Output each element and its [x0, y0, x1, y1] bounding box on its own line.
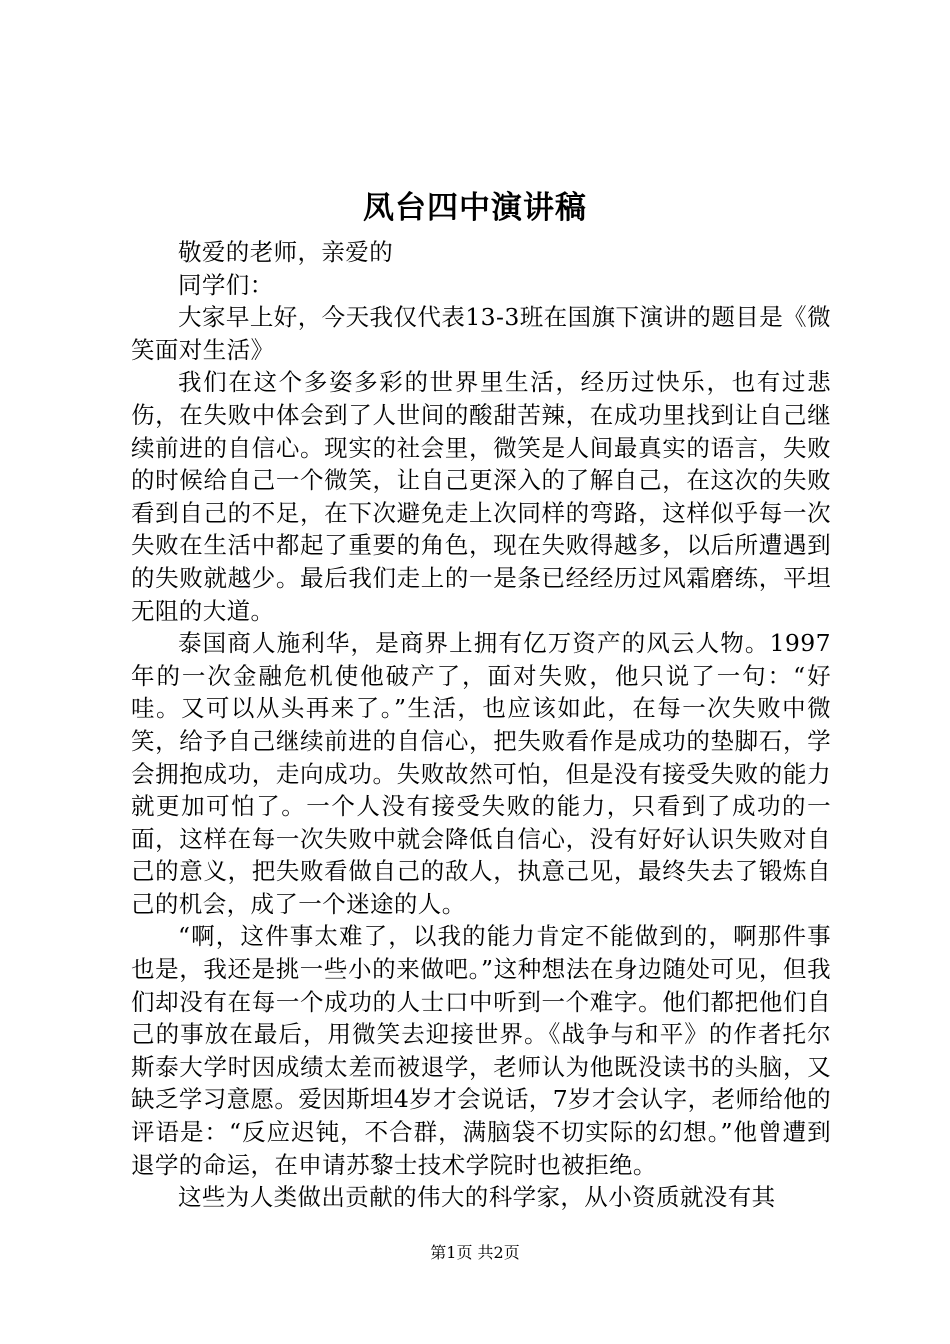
- paragraph-body: 泰国商人施利华，是商界上拥有亿万资产的风云人物。1997年的一次金融危机使他破产了，面对失败，他只说了一句：“好哇。又可以从头再来了。”生活，也应该如此，在每一次失败中微笑，给予自己继续前进的自信心，把失败看作是成功的垫脚石，学会拥抱成功，走向成功。失败故然可怕，但是没有接受失败的能力就更加可怕了。一个人没有接受失败的能力，只看到了成功的一面，这样在每一次失败中就会降低自信心，没有好好认识失败对自己的意义，把失败看做自己的敌人，执意己见，最终失去了锻炼自己的机会，成了一个迷途的人。: [131, 629, 831, 918]
- paragraph-body: 我们在这个多姿多彩的世界里生活，经历过快乐，也有过悲伤，在失败中体会到了人世间的酸甜苦辣，在成功里找到让自己继续前进的自信心。现实的社会里，微笑是人间最真实的语言，失败的时候给自己一个微笑，让自己更深入的了解自己，在这次的失败看到自己的不足，在下次避免走上次同样的弯路，这样似乎每一次失败在生活中都起了重要的角色，现在失败得越多，以后所遭遇到的失败就越少。最后我们走上的一是条已经经历过风霜磨练，平坦无阻的大道。: [131, 368, 831, 625]
- document-body: [131, 236, 831, 1214]
- paragraph-salutation-cont: 同学们：: [178, 270, 274, 299]
- paragraph-body: 这些为人类做出贡献的伟大的科学家，从小资质就没有其: [178, 1183, 776, 1212]
- paragraph-salutation: 敬爱的老师，亲爱的: [178, 238, 394, 266]
- page-footer: 第1页 共2页: [430, 1243, 520, 1262]
- paragraph-intro: 大家早上好，今天我仅代表13-3班在国旗下演讲的题目是《微笑面对生活》: [131, 303, 831, 364]
- paragraph-body: “啊，这件事太难了，以我的能力肯定不能做到的，啊那件事也是，我还是挑一些小的来做吧。”这种想法在身边随处可见，但我们却没有在每一个成功的人士口中听到一个难字。他们都把他们自己的事放在最后，用微笑去迎接世界。《战争与和平》的作者托尔斯泰大学时因成绩太差而被退学，老师认为他既没读书的头脑，又缺乏学习意愿。爱因斯坦4岁才会说话，7岁才会认字，老师给他的评语是：“反应迟钝，不合群，满脑袋不切实际的幻想。”他曾遭到退学的命运，在申请苏黎士技术学院时也被拒绝。: [131, 922, 831, 1179]
- document-title: 凤台四中演讲稿: [363, 190, 587, 226]
